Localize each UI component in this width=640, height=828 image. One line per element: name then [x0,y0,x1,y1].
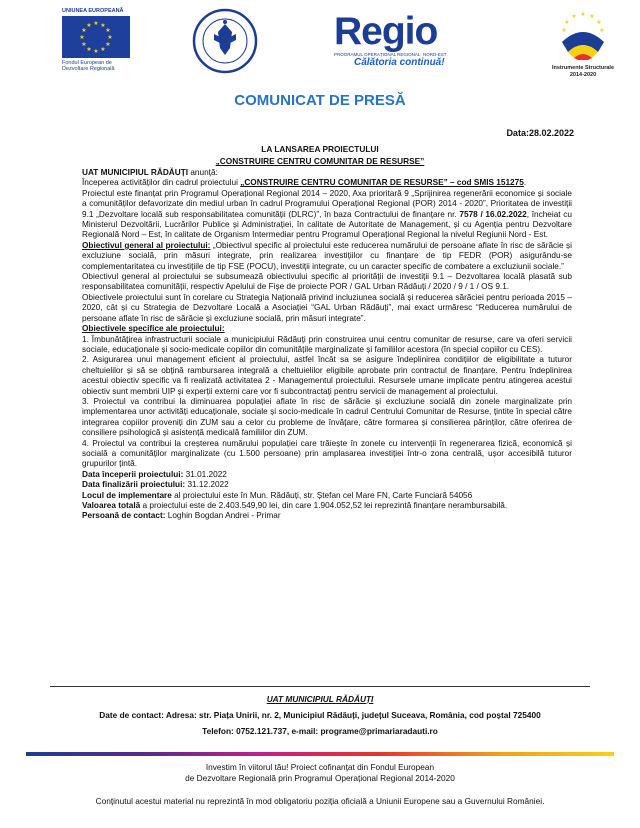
structural-instruments-caption: Instrumente Structurale 2014-2020 [551,65,615,78]
specific-objective-3: 3. Proiectul va contribui la diminuarea populației aflate în risc de sărăcie și excluziune socială din zonele marginalizate prin implementarea unor activități educaționale, sociale și socio-medicale în cadrul Centrului Comunitar de Resurse, țintite în special către integrarea copiilor proveniți din ZUM sau a celor cu probleme de învățare, către formarea și consilierea părinților, către oferirea de consiliere psihologică și asistență medicală familiilor din ZUM. [82,396,572,438]
subtitle-launch: LA LANSAREA PROIECTULUI [261,144,379,154]
government-seal-logo [192,8,258,74]
paragraph-general-objective [82,241,572,272]
contact-person-label: Persoană de contact: [82,511,166,521]
regio-region: NORD-EST [422,52,447,57]
svg-text:★: ★ [86,21,92,29]
footer-line-1: Investim în viitorul tău! Proiect cofinanțat din Fondul European [205,762,435,772]
regio-program: PROGRAMUL OPERAȚIONAL REGIONAL [334,52,421,57]
value-line [82,501,572,511]
paragraph-subsumption: Obiectivul general al proiectului se subsumează obiectivului specific al priorității de investiții 9.1 – Dezvoltarea locală plasată sub responsabilitatea comunității, respectiv Apelului de Fișe de proiecte POR / GAL Urban Rădăuți / 2020 / 9 / 1 / OS 9.1. [82,272,572,292]
eu-name: UNIUNEA EUROPEANĂ [62,8,124,14]
svg-text:★: ★ [580,11,586,18]
p2-text-a: Proiectul este finanțat prin Programul Operațional Regional 2014 – 2020, Axa prioritară 9 „Sprijinirea regenerării economice și sociale a comunităților defavorizate din mediul urban în cadrul Programului Operațional Regional (POR) 2014 - 2020”, Prioritatea de investiții 9.1 „Dezvoltare locală sub responsabilitatea comunității (DLRC)”, în baza Contractului de finanțare nr. [82,188,572,219]
end-date-line [82,480,572,490]
p1-end: . [523,178,527,188]
footer-disclaimer: Conținutul acestui material nu reprezintă în mod obligatoriu poziția oficială a Uniunii Europene sau a Guvernului României. [95,796,545,806]
start-date-label: Data începerii proiectului: [82,469,184,479]
announcement-line [82,168,572,178]
general-objective-text: „Obiectivul specific al proiectului este reducerea numărului de persoane aflate în risc de sărăcie și excluziune socială, prin măsuri integrate, prin realizarea investițiilor cu finanțare de tip FEDR (POR) asigurându-se complementaritatea cu investițiile de tip FSE (POCU), investiții integrate, cu un caracter specific de combatere a excluziunii sociale.” [82,240,573,271]
svg-text:★: ★ [599,27,605,34]
svg-text:★: ★ [105,40,111,48]
regio-wordmark: Regio [334,10,438,53]
paragraph-start [82,178,572,188]
p1-text: Începerea activităților din cadrul proiectului [82,178,241,188]
svg-text:★: ★ [81,40,87,48]
footer-line-2: de Dezvoltare Regională prin Programul Operațional Regional 2014-2020 [185,773,455,783]
color-divider [26,752,614,756]
eu-flag-icon [62,16,130,58]
page-title: COMUNICAT DE PRESĂ [234,92,406,109]
svg-text:★: ★ [105,26,111,34]
svg-text:★: ★ [93,47,99,55]
footer-cofinancing [0,762,640,784]
release-date: Data:28.02.2022 [506,128,574,138]
eu-logo [62,8,130,73]
end-date-value: 31.12.2022 [185,480,229,490]
svg-text:★: ★ [100,45,106,53]
start-date-line [82,470,572,480]
subtitle-project: „CONSTRUIRE CENTRU COMUNITAR DE RESURSE” [215,156,425,166]
specific-objective-1: 1. Îmbunătățirea infrastructurii sociale a municipiului Rădăuți prin construirea unui centru comunitar de resurse, care va oferi servicii sociale, educaționale și socio-medicale copiilor din comunitățile marginalizate și familiilor acestora (în special copiilor cu CES). [82,334,572,354]
location-value: al proiectului este în Mun. Rădăuți, str. Ștefan cel Mare FN, Carte Funciară 54056 [171,490,473,500]
regio-slogan: Călătoria continuă! [354,57,445,68]
contract-number: 7578 / 16.02.2022 [459,209,527,219]
contact-block [50,686,590,739]
contact-person-line [82,511,572,521]
regio-logo [334,12,464,68]
specific-objective-2: 2. Asigurarea unui management eficient al proiectului, astfel încât sa se asigure îndeplinirea condițiilor de eligibilitate a tuturor cheltuielilor și să se obțină rambursarea integrală a cheltuielilor eligibile aprobate prin contractul de finanțare. Pentru îndeplinirea acestui obiectiv specific va fi realizată activitatea 2 - Managementul proiectului. Resursele umane implicate pentru atingerea acestui obiectiv sunt membrii UIP și experții externi care vor fi subcontractați pentru servicii de management al proiectului. [82,355,572,396]
press-release-body [82,168,572,522]
location-line [82,491,572,501]
svg-text:★: ★ [589,13,595,20]
contact-person-value: Loghin Bogdan Andrei - Primar [165,511,281,521]
contact-address: Date de contact: Adresa: str. Piața Unirii, nr. 2, Municipiul Rădăuți, județul Suceava, România, cod poștal 725400 [99,710,541,720]
organization-name: UAT MUNICIPIUL RĂDĂUȚI [82,168,189,177]
svg-text:★: ★ [79,33,85,41]
svg-text:★: ★ [81,26,87,34]
contact-phone-email: Telefon: 0752.121.737, e-mail: programe@primariaradauti.ro [202,726,438,736]
svg-text:★: ★ [596,19,602,26]
value-text: a proiectului este de 2.403.549,90 lei, din care 1.904.052,52 lei reprezintă finanțare nerambursabilă. [140,501,508,510]
svg-text:★: ★ [86,45,92,53]
svg-text:★: ★ [107,33,113,41]
specific-label-text: Obiectivele specifice ale proiectului: [82,324,225,334]
logo-bar [0,6,640,86]
specific-objectives-label [82,324,572,334]
svg-text:★: ★ [571,13,577,20]
svg-text:★: ★ [100,21,106,29]
location-label: Locul de implementare [82,490,172,500]
structural-instruments-logo [548,8,618,80]
structural-instruments-icon [548,8,618,60]
svg-text:★: ★ [93,19,99,27]
general-objective-label: Obiectivul general al proiectului: [82,240,211,250]
specific-objective-4: 4. Proiectul va contribui la creșterea numărului populației care trăiește în zonele cu intervenții în regenerarea fizică, economică și socială a comunităților marginalizate (cu 1.500 persoane) prin amplasarea investiției într-o zona centrală, ușor accesibilă tuturor grupurilor țintă. [82,438,572,469]
paragraph-strategy: Obiectivele proiectului sunt în corelare cu Strategia Națională privind incluziunea socială și reducerea sărăciei pentru perioada 2015 – 2020, cât și cu Strategia de Dezvoltare Locală a Asociației “GAL Urban Rădăuți”, mai exact urmăresc “Reducerea numărului de persoane aflate în risc de sărăcie și excluziune socială, prin măsuri integrate”. [82,292,572,323]
value-label: Valoarea totală [82,501,141,510]
project-name: „CONSTRUIRE CENTRU COMUNITAR DE RESURSE” – cod SMIS 151275 [240,178,524,188]
contact-organization: UAT MUNICIPIUL RĂDĂUȚI [50,686,590,707]
announce-verb: anunță: [188,168,218,177]
start-date-value: 31.01.2022 [183,469,227,479]
svg-text:★: ★ [564,19,570,26]
svg-text:★: ★ [561,27,567,34]
paragraph-financing [82,189,572,241]
p2-text-b: , încheiat cu Ministerul Dezvoltării, Lucrărilor Publice și Administrației, în calitate de Autoritate de Management, și cu Agenția pentru Dezvoltare Regională Nord – Est, în calitate de Organism Intermediar pentru Programul Operațional Regional la nivelul Regiunii Nord - Est. [82,209,572,240]
eu-fund-name: Fondul European de Dezvoltare Regională [62,59,115,72]
end-date-label: Data finalizării proiectului: [82,480,186,490]
